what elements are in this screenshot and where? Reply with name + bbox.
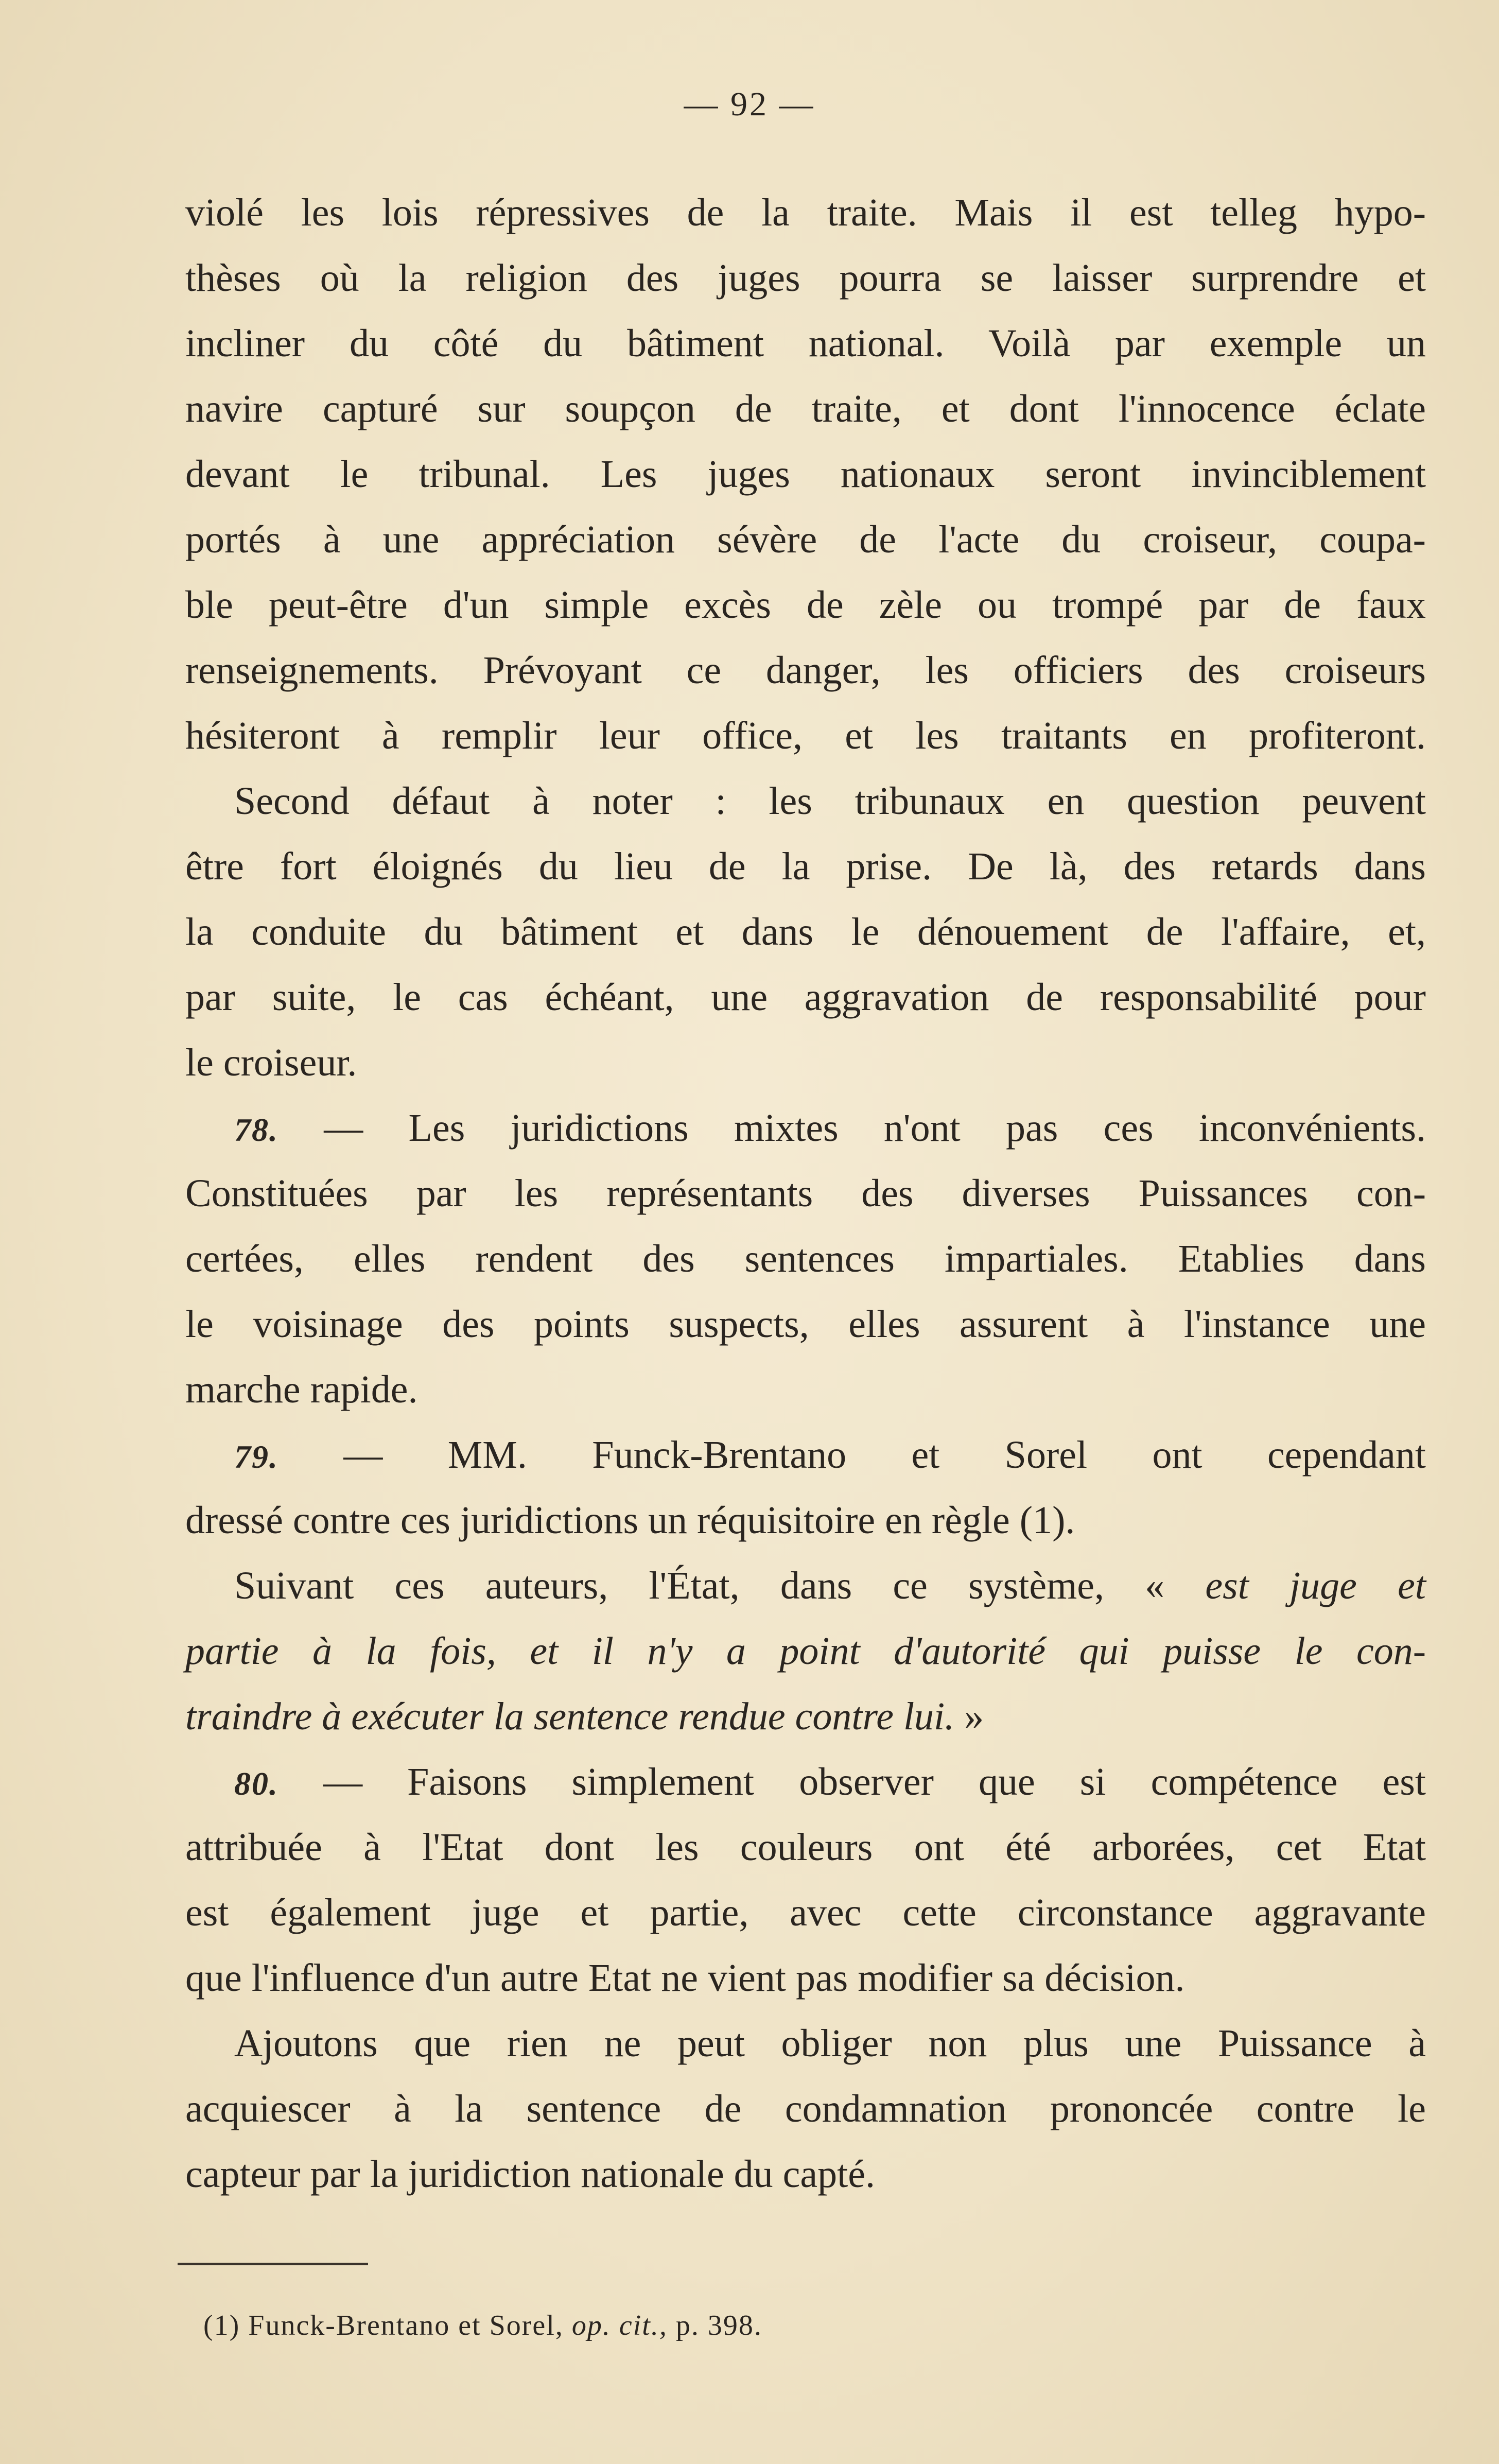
text-line: capteur par la juridiction nationale du capté.: [185, 2153, 875, 2196]
footnote-text: Funck-Brentano et Sorel,: [248, 2310, 564, 2341]
quote-line: partie à la fois, et il n'y a point d'autorité qui puisse le con-: [185, 1629, 1426, 1673]
text-line: le voisinage des points suspects, elles assurent à l'instance une: [185, 1303, 1426, 1346]
paragraph-78-first-line: [185, 1096, 1426, 1161]
text-line: est également juge et partie, avec cette circonstance aggravante: [185, 1891, 1426, 1934]
text-line: Constituées par les représentants des diverses Puissances con-: [185, 1172, 1426, 1215]
text-line: que l'influence d'un autre Etat ne vient pas modifier sa décision.: [185, 1956, 1185, 2000]
text-line: le croiseur.: [185, 1041, 357, 1084]
text-line: Ajoutons que rien ne peut obliger non plus une Puissance à: [234, 2022, 1426, 2065]
footnote-page: p. 398.: [675, 2310, 762, 2341]
text-line: la conduite du bâtiment et dans le dénouement de l'affaire, et,: [185, 910, 1426, 953]
text-line: Second défaut à noter : les tribunaux en question peuvent: [234, 779, 1426, 823]
text-line: devant le tribunal. Les juges nationaux seront invinciblement: [185, 453, 1426, 496]
text-line: certées, elles rendent des sentences impartiales. Etablies dans: [185, 1237, 1426, 1280]
text-line: acquiescer à la sentence de condamnation prononcée contre le: [185, 2087, 1426, 2130]
paragraph-80-first-line: [185, 1749, 1426, 1815]
page-number: — 92 —: [684, 85, 815, 123]
text-line: être fort éloignés du lieu de la prise. De là, des retards dans: [185, 845, 1426, 888]
text-line: renseignements. Prévoyant ce danger, les officiers des croiseurs: [185, 649, 1426, 692]
paragraph-number-79: 79.: [234, 1438, 278, 1475]
paragraph-79-first-line: [185, 1422, 1426, 1488]
text-line: portés à une appréciation sévère de l'acte du croiseur, coupa-: [185, 518, 1426, 561]
footnote-marker: (1): [203, 2310, 240, 2341]
quote-line: [185, 1553, 1426, 1619]
text-line: attribuée à l'Etat dont les couleurs ont été arborées, cet Etat: [185, 1826, 1426, 1869]
paragraph-78-text: — Les juridictions mixtes n'ont pas ces inconvénients.: [324, 1106, 1426, 1150]
paragraph-79-text: — MM. Funck-Brentano et Sorel ont cependant: [343, 1433, 1426, 1477]
text-line: marche rapide.: [185, 1368, 418, 1411]
text-line: hésiteront à remplir leur office, et les traitants en profiteront.: [185, 714, 1426, 757]
body-text: [185, 180, 1426, 2207]
paragraph-number-80: 80.: [234, 1765, 278, 1802]
text-line: par suite, le cas échéant, une aggravation de responsabilité pour: [185, 976, 1426, 1019]
paragraph-80-text: — Faisons simplement observer que si compétence est: [323, 1760, 1426, 1803]
quote-text: traindre à exécuter la sentence rendue contre lui.: [185, 1695, 955, 1738]
text-line: navire capturé sur soupçon de traite, et dont l'innocence éclate: [185, 387, 1426, 430]
quote-close: »: [964, 1695, 984, 1738]
quote-text: est juge et: [1205, 1564, 1426, 1607]
text-line: violé les lois répressives de la traite. Mais il est telleg hypo-: [185, 191, 1426, 234]
text-line: ble peut-être d'un simple excès de zèle ou trompé par de faux: [185, 583, 1426, 627]
paragraph-number-78: 78.: [234, 1112, 278, 1148]
text-line: incliner du côté du bâtiment national. Voilà par exemple un: [185, 322, 1426, 365]
quote-line: [185, 1684, 1426, 1749]
footnote: [203, 2309, 762, 2342]
text-line: thèses où la religion des juges pourra se laisser surprendre et: [185, 256, 1426, 300]
footnote-citation: op. cit.,: [571, 2310, 668, 2341]
footnote-rule: [178, 2263, 368, 2265]
quote-intro: Suivant ces auteurs, l'État, dans ce système, «: [234, 1564, 1165, 1607]
text-line: dressé contre ces juridictions un réquisitoire en règle (1).: [185, 1499, 1075, 1542]
